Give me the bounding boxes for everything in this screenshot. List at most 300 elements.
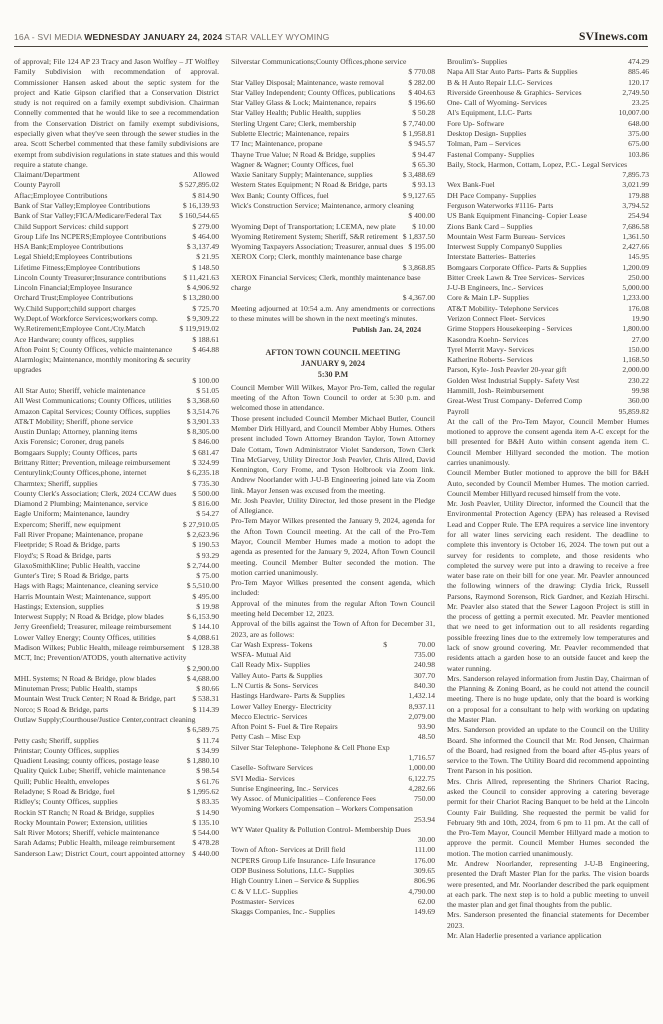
claim-name: GlaxoSmithKline; Public Health, vaccine bbox=[14, 560, 141, 570]
claim-name: Quality Quick Lube; Sheriff, vehicle maintenance bbox=[14, 766, 166, 776]
bill-amount: 7,895.73 bbox=[622, 170, 649, 180]
claim-amount: $ 190.53 bbox=[192, 540, 219, 550]
claim-row bbox=[231, 201, 435, 222]
claim-name: Floyd's; S Road & Bridge, parts bbox=[14, 550, 112, 560]
meeting-paragraph: Pro-Tem Mayor Wilkes presented the consent agenda, which included: bbox=[231, 578, 435, 598]
claim-row bbox=[14, 756, 219, 766]
meeting-paragraphs bbox=[231, 383, 435, 640]
claim-row bbox=[14, 633, 219, 643]
claim-row bbox=[14, 746, 219, 756]
claim-row bbox=[231, 119, 435, 129]
claim-row bbox=[14, 201, 219, 211]
claim-name: Wy.Dept.of Workforce Services;workers comp. bbox=[14, 314, 158, 324]
bill-amount: 176.08 bbox=[628, 303, 649, 313]
claims-list-2 bbox=[231, 57, 435, 304]
masthead-page-label: 16A - SVI MEDIA bbox=[14, 32, 82, 42]
bill-name: Verizon Connect Fleet- Services bbox=[447, 314, 546, 324]
claim-amount: $ 188.61 bbox=[192, 334, 219, 344]
bill-amount: 2,427.66 bbox=[622, 242, 649, 252]
bill-amount: 93.90 bbox=[417, 722, 435, 732]
bill-row bbox=[447, 108, 649, 118]
claim-amount: $ 16,139.93 bbox=[182, 200, 219, 210]
claim-name: Gunter's Tire; S Road & Bridge, parts bbox=[14, 571, 129, 581]
bill-amount: 176.00 bbox=[414, 855, 435, 865]
claim-amount: $ 9,127.65 bbox=[402, 190, 435, 200]
claim-row bbox=[14, 581, 219, 591]
claim-row bbox=[231, 252, 435, 273]
claim-amount: $ 3,368.60 bbox=[186, 396, 219, 406]
bill-name: Golden West Industrial Supply- Safety Vest bbox=[447, 375, 580, 385]
bill-row bbox=[447, 150, 649, 160]
bill-row bbox=[231, 907, 435, 917]
claim-amount: $ 1,995.62 bbox=[186, 786, 219, 796]
bill-row bbox=[447, 119, 649, 129]
claim-amount: $ 114.39 bbox=[192, 704, 219, 714]
claim-amount: $ 65.30 bbox=[412, 159, 435, 169]
bill-name: B & H Auto Repair LLC- Services bbox=[447, 77, 553, 87]
claim-name: Expercom; Sheriff, new equipment bbox=[14, 519, 121, 529]
minutes-paragraph: Mrs. Sanderson presented the financial statements for December 2023. bbox=[447, 910, 649, 930]
bill-amount: 360.00 bbox=[628, 396, 649, 406]
claim-amount: $ 144.10 bbox=[192, 622, 219, 632]
bill-row bbox=[447, 273, 649, 283]
claim-amount: $ 324.99 bbox=[192, 457, 219, 467]
claim-amount: $ 61.76 bbox=[196, 776, 219, 786]
bill-name: AT&T Mobility- Telephone Services bbox=[447, 303, 559, 313]
claim-amount: $ 6,235.18 bbox=[186, 468, 219, 478]
claim-amount: $ 196.60 bbox=[408, 98, 435, 108]
claim-amount: $ 4,367.00 bbox=[402, 293, 435, 303]
claim-row bbox=[231, 129, 435, 139]
claim-name: Reladyne; S Road & Bridge, fuel bbox=[14, 786, 115, 796]
claim-name: County Clerk's Association; Clerk, 2024 CCAW dues bbox=[14, 488, 177, 498]
meeting-title: AFTON TOWN COUNCIL MEETING bbox=[265, 347, 401, 357]
claim-amount: $ 54.27 bbox=[196, 509, 219, 519]
claim-name: Fleetpride; S Road & Bridge, parts bbox=[14, 540, 120, 550]
claim-amount: $ 1,958.81 bbox=[402, 128, 435, 138]
bill-amount: 254.94 bbox=[628, 211, 649, 221]
claim-row bbox=[14, 509, 219, 519]
bill-name: High Country Linen – Service & Supplies bbox=[231, 876, 359, 886]
claim-amount: $ 75.00 bbox=[196, 571, 219, 581]
claim-row bbox=[14, 808, 219, 818]
claim-name: Wy.Retirement;Employee Cont./Cty.Match bbox=[14, 324, 145, 334]
bill-row bbox=[231, 774, 435, 784]
claim-row bbox=[14, 345, 219, 355]
claim-row bbox=[14, 643, 219, 653]
claim-row bbox=[14, 427, 219, 437]
claim-name: Quill; Public Health, envelopes bbox=[14, 776, 110, 786]
claim-row bbox=[14, 489, 219, 499]
bill-amount: 70.00 bbox=[417, 639, 435, 649]
claim-row bbox=[14, 622, 219, 632]
claim-row bbox=[14, 252, 219, 262]
bill-amount: 1,233.00 bbox=[622, 293, 649, 303]
claim-amount: $ 478.28 bbox=[192, 838, 219, 848]
masthead-left bbox=[14, 32, 329, 42]
claim-row bbox=[14, 540, 219, 550]
claim-row bbox=[14, 766, 219, 776]
bill-name: Sunrise Engineering, Inc.- Services bbox=[231, 783, 339, 793]
claim-amount: $ 282.00 bbox=[408, 77, 435, 87]
claim-row bbox=[14, 705, 219, 715]
claim-row bbox=[14, 314, 219, 324]
meeting-time: 5:30 P.M bbox=[317, 370, 349, 380]
meeting-date: JANUARY 9, 2024 bbox=[300, 359, 366, 368]
bill-name: Wyoming Workers Compensation – Workers Compensation bbox=[231, 804, 413, 814]
claim-name: XEROX Financial Services; Clerk, monthly maintenance base charge bbox=[231, 272, 421, 293]
claim-amount: $ 735.30 bbox=[192, 478, 219, 488]
bill-amount: 309.65 bbox=[414, 866, 435, 876]
bill-amount: 1,716.57 bbox=[408, 752, 435, 762]
bill-amount: 2,079.00 bbox=[408, 711, 435, 721]
bill-row bbox=[447, 365, 649, 375]
claim-row bbox=[14, 674, 219, 684]
claim-name: Lifetime Fitness;Employee Contributions bbox=[14, 262, 141, 272]
claim-amount: $ 2,744.00 bbox=[186, 560, 219, 570]
intro-paragraph: of approval; File 124 AP 23 Tracy and Jason Wolfley – JT Wolfley Family Subdivision with recommendation of approval. Commissioner Hansen asked about the septic system for the project and Katie Gipson clarified that a Conservation District study is not required on a family exempt subdivision. Chairman Connelly commented that he would like to see a recommendation from the Conservation District on family exempt subdivisions, especially given what they've seen through the sewer studies in the area. Scott Scherbel commented that these family subdivisions are exempt from subdivision regulations in state statues and this would require a statute change. bbox=[14, 57, 219, 169]
claim-amount: $ 6,153.90 bbox=[186, 612, 219, 622]
bill-amount: 2,000.00 bbox=[622, 365, 649, 375]
bill-name: Napa All Star Auto Parts- Parts & Supplies bbox=[447, 67, 578, 77]
meeting-paragraph: Pro-Tem Mayor Wilkes presented the January 9, 2024, agenda for the Afton Town Council meeting. At the call of the Pro-Tem Mayor, Council Member Humes made a motion to adopt the agenda as presented for the January 9, 2024, Afton Town Council meeting. Council Member Bulter seconded the motion. The motion carried unanimously. bbox=[231, 516, 435, 577]
claim-name: Printstar; County Offices, supplies bbox=[14, 745, 119, 755]
bill-amount: 111.00 bbox=[414, 845, 435, 855]
claim-amount: $ 681.47 bbox=[192, 447, 219, 457]
bill-name: Postmaster- Services bbox=[231, 896, 295, 906]
claim-name: Lincoln Financial;Employee Insurance bbox=[14, 283, 133, 293]
claim-name: Ridley's; County Offices, supplies bbox=[14, 797, 118, 807]
claim-amount: $ 160,544.65 bbox=[179, 211, 219, 221]
bill-row bbox=[447, 98, 649, 108]
bill-name: Interstate Batteries- Batteries bbox=[447, 252, 536, 262]
claim-row bbox=[14, 612, 219, 622]
bill-row bbox=[231, 691, 435, 701]
claim-row bbox=[14, 293, 219, 303]
claim-name: Star Valley Independent; County Offices, publications bbox=[231, 87, 396, 97]
claim-name: AT&T Mobility; Sheriff, phone service bbox=[14, 416, 133, 426]
bill-name: Grime Stoppers Housekeeping - Services bbox=[447, 324, 573, 334]
bill-name: Wy Assoc. of Municipalities – Conference Fees bbox=[231, 794, 376, 804]
claim-name: Brittany Ritter; Prevention, mileage reimbursement bbox=[14, 457, 171, 467]
bill-name: Mecco Electric- Services bbox=[231, 711, 308, 721]
claim-row bbox=[14, 355, 219, 386]
bill-name: Riverside Greenhouse & Graphics- Services bbox=[447, 87, 582, 97]
meeting-heading bbox=[231, 347, 435, 381]
bill-row bbox=[231, 640, 435, 650]
bill-amount: 3,794.52 bbox=[622, 200, 649, 210]
bill-row bbox=[447, 57, 649, 67]
meeting-paragraph: Council Member Will Wilkes, Mayor Pro-Tem, called the regular meeting of the Afton Town Council to order at 5:30 p.m. and welcomed those in attendance. bbox=[231, 382, 435, 413]
claim-amount: $ 440.00 bbox=[192, 848, 219, 858]
claim-amount: $ 4,088.61 bbox=[186, 632, 219, 642]
claim-row bbox=[14, 304, 219, 314]
bill-row bbox=[447, 242, 649, 252]
claim-amount: $ 6,589.75 bbox=[186, 725, 219, 735]
claim-name: Star Valley Health; Public Health, supplies bbox=[231, 108, 361, 118]
bill-name: Bitter Creek Lawn & Tree Services- Services bbox=[447, 272, 585, 282]
claim-amount: $ 945.57 bbox=[408, 139, 435, 149]
claim-row bbox=[231, 88, 435, 98]
minutes-paragraph: Mrs. Sanderson provided an update to the Council on the Utility Board. She informed the Council that Mr. Rod Jensen, Chairman of the Board, had resigned from the board after 45-plus years of service to the Town. The Utility Board did recommend appointing Trent Parson in his position. bbox=[447, 725, 649, 776]
claim-name: Eagle Uniform; Maintenance, laundry bbox=[14, 509, 130, 519]
bill-amount: 474.29 bbox=[628, 57, 649, 66]
claim-amount: $ 464.88 bbox=[192, 344, 219, 354]
claim-name: Star Valley Disposal; Maintenance, waste removal bbox=[231, 77, 384, 87]
bill-name: Car Wash Express- Tokens bbox=[231, 639, 313, 649]
claim-amount: $ 1,837.50 bbox=[402, 231, 435, 241]
bill-amount: 675.00 bbox=[628, 139, 649, 149]
bill-row bbox=[231, 671, 435, 681]
bill-row bbox=[231, 794, 435, 804]
claim-name: Aflac;Employee Contributions bbox=[14, 190, 108, 200]
bill-name: WSFA- Mutual Aid bbox=[231, 650, 291, 660]
claim-name: MHL Systems; N Road & Bridge, plow blades bbox=[14, 673, 156, 683]
meeting-paragraph: Those present included Council Member Michael Butler, Council Member Dirk Hillyard, and Council Member Abby Humes. Others present included Town Attorney Brandon Taylor, Town Attorney Dale Cottam, Town Administrator Violet Sanderson, Town Clerk Tina McGarvey, Utility Director Josh Peavler, Chris Allred, David Kennington, Cory Frome, and Tyson Holbrook via Zoom link. Andrew Noorlander with J-U-B Engineering joined late via Zoom link. Mayor Jensen was excused from the meeting. bbox=[231, 413, 435, 495]
claim-row bbox=[14, 694, 219, 704]
bill-amount: 806.96 bbox=[414, 876, 435, 886]
claim-name: Ace Hardware; county offices, supplies bbox=[14, 334, 134, 344]
bill-amount: 840.30 bbox=[414, 680, 435, 690]
claim-row bbox=[14, 561, 219, 571]
bill-row bbox=[447, 283, 649, 293]
bill-name: One- Call of Wyoming- Services bbox=[447, 98, 547, 108]
bill-amount: 4,282.66 bbox=[408, 783, 435, 793]
minutes-paragraph: Mrs. Chris Allred, representing the Shriners Chariot Racing, asked the Council to consider approving a catering beverage permit for their Chariot Racing Banquet to be held at the Lincoln County Fair Building. She requested the permit be valid for February 9th and 10th, 2024, from 6 pm to 11 pm. At the call of the Pro-Tem Mayor, Council Member Hillyard made a motion to approve the permit. Council Member Humes seconded the motion. The motion carried unanimously. bbox=[447, 776, 649, 858]
bill-amount: 30.00 bbox=[417, 835, 435, 845]
meeting-paragraph: Approval of the bills against the Town of Afton for December 31, 2023, are as follows: bbox=[231, 619, 435, 639]
bill-row bbox=[447, 252, 649, 262]
bill-name: Kasondra Koehn- Services bbox=[447, 334, 529, 344]
bill-name: Hammill, Josh- Reimbursement bbox=[447, 386, 544, 395]
bill-amount: 735.00 bbox=[414, 650, 435, 660]
bill-row bbox=[231, 660, 435, 670]
bill-name: Desktop Design- Supplies bbox=[447, 128, 527, 138]
claims-list-1 bbox=[14, 180, 219, 859]
claim-amount: $ 4,906.92 bbox=[186, 283, 219, 293]
claim-row bbox=[231, 150, 435, 160]
claim-row bbox=[231, 139, 435, 149]
claims-table-header bbox=[14, 170, 219, 180]
bill-row bbox=[231, 722, 435, 732]
claim-row bbox=[14, 222, 219, 232]
claim-amount: $ 527,895.02 bbox=[179, 180, 219, 190]
claim-name: Western States Equipment; N Road & Bridge, parts bbox=[231, 180, 388, 190]
claim-amount: $ 93.13 bbox=[412, 180, 435, 190]
bill-name: Zions Bank Card – Supplies bbox=[447, 221, 533, 231]
claim-name: Child Support Services: child support bbox=[14, 221, 129, 231]
claim-name: Rockin ST Ranch; N Road & Bridge, supplies bbox=[14, 807, 155, 817]
claim-row bbox=[231, 180, 435, 190]
claim-name: All West Communications; County Offices, utilities bbox=[14, 396, 172, 406]
bill-name: Afton Point S- Fuel & Tire Repairs bbox=[231, 722, 338, 732]
bill-amount: 648.00 bbox=[628, 118, 649, 128]
claim-name: Amazon Capital Services; County Offices, supplies bbox=[14, 406, 171, 416]
meeting-paragraph: Approval of the minutes from the regular Afton Town Council meeting held December 12, 2023. bbox=[231, 598, 435, 618]
claim-name: Axis Forensic; Coroner, drug panels bbox=[14, 437, 124, 447]
masthead-location: STAR VALLEY WYOMING bbox=[224, 32, 330, 42]
claim-row bbox=[231, 222, 435, 232]
bill-row bbox=[447, 232, 649, 242]
bill-amount: 149.69 bbox=[414, 907, 435, 917]
bill-currency: $ bbox=[383, 639, 387, 649]
claim-name: XEROX Corp; Clerk, monthly maintenance base charge bbox=[231, 252, 402, 262]
bill-name: J-U-B Engineers, Inc.- Services bbox=[447, 283, 544, 293]
bill-name: Tyrel Merrit Mavy- Services bbox=[447, 344, 534, 354]
claim-name: Silverstar Communications;County Offices,phone service bbox=[231, 57, 407, 66]
bill-row bbox=[447, 222, 649, 232]
claim-name: Jerry Greenfield; Treasurer, mileage reimbursement bbox=[14, 622, 172, 632]
bill-name: Katherine Roberts- Services bbox=[447, 355, 533, 365]
claim-amount: $ 94.47 bbox=[412, 149, 435, 159]
claim-name: Diamond 2 Plumbing; Maintenance, service bbox=[14, 499, 148, 509]
claim-amount: $ 2,900.00 bbox=[186, 663, 219, 673]
claim-amount: $ 500.00 bbox=[192, 488, 219, 498]
claim-row bbox=[14, 499, 219, 509]
bill-name: Caselle- Software Services bbox=[231, 763, 313, 773]
bill-row bbox=[231, 876, 435, 886]
bill-amount: 19.90 bbox=[631, 314, 649, 324]
bill-amount: 1,168.50 bbox=[622, 355, 649, 365]
claim-amount: $ 21.95 bbox=[196, 252, 219, 262]
bill-row bbox=[231, 845, 435, 855]
bill-name: US Bank Equipment Financing- Copier Lease bbox=[447, 211, 587, 221]
bill-amount: 27.00 bbox=[631, 334, 649, 344]
claim-name: T7 Inc; Maintenance, propane bbox=[231, 139, 323, 149]
claim-row bbox=[14, 324, 219, 334]
bill-name: Parson, Kyle- Josh Peavler 20-year gift bbox=[447, 365, 567, 375]
claim-name: Wagner & Wagner; County Offices, fuel bbox=[231, 159, 354, 169]
claim-amount: $ 195.00 bbox=[408, 242, 435, 252]
claim-amount: $ 11.74 bbox=[196, 735, 219, 745]
claim-row bbox=[231, 232, 435, 242]
bill-amount: 10,007.00 bbox=[618, 108, 649, 118]
claim-name: All Star Auto; Sheriff, vehicle maintenance bbox=[14, 386, 146, 395]
bill-name: Fore Up- Software bbox=[447, 118, 504, 128]
bill-amount: 2,749.50 bbox=[622, 87, 649, 97]
bill-name: WY Water Quality & Pollution Control- Membership Dues bbox=[231, 824, 411, 834]
claim-row bbox=[231, 170, 435, 180]
minutes-paragraph: Mr. Josh Peavler, Utility Director, informed the Council that the Environmental Protection Agency (EPA) has released a Revised Lead and Copper Rule. The EPA requires a service line inventory for all water lines servicing each resident. The deadline to complete this inventory is October 16, 2024. The town put out a survey for residents to complete, and those residents who completed the survey were put into a drawing to receive a free water base rate on their bill for one year. Mr. Peavler announced the following winners of the drawing: Clydia Irick, Russell Parsons, Raymond Sorenson, Rick Gardner, and Keziah Hirschi. Mr. Peavler also stated that the Sewer Lagoon Project is still in the process of getting a permit executed. Mr. Peavler mentioned that we need to get information out to all residents regarding possible freezing lines due to the extremely low temperatures and lack of snow ground covering. Mr. Peavler recommended that residents attach a garden hose to an outside faucet and keep the water running. bbox=[447, 499, 649, 673]
bill-amount: 99.98 bbox=[631, 386, 649, 395]
claim-amount: $ 10.00 bbox=[412, 221, 435, 231]
claim-amount: $ 770.08 bbox=[408, 67, 435, 77]
claim-row bbox=[14, 180, 219, 190]
bill-row bbox=[447, 304, 649, 314]
bill-row bbox=[231, 681, 435, 691]
bill-amount: 150.00 bbox=[628, 344, 649, 354]
claim-name: Wyoming Taxpayers Association; Treasurer, annual dues bbox=[231, 242, 404, 252]
bill-name: L.N Curtis & Sons- Services bbox=[231, 680, 319, 690]
claim-name: Madison Wilkes; Public Health, mileage reimbursement bbox=[14, 643, 185, 653]
claim-row bbox=[231, 160, 435, 170]
claim-row bbox=[14, 530, 219, 540]
claim-amount: $ 119,919.02 bbox=[179, 324, 219, 334]
claim-name: Petty cash; Sheriff, supplies bbox=[14, 735, 99, 745]
claim-name: Sanderson Law; District Court, court appointed attorney bbox=[14, 848, 186, 858]
claim-amount: $ 128.38 bbox=[192, 643, 219, 653]
claim-name: Afton Point S; County Offices, vehicle maintenance bbox=[14, 344, 173, 354]
bill-name: Skaggs Companies, Inc.- Supplies bbox=[231, 907, 335, 917]
bill-row bbox=[447, 129, 649, 139]
claim-amount: $ 100.00 bbox=[192, 375, 219, 385]
bill-name: Al's Equipment, LLC- Parts bbox=[447, 108, 532, 118]
adjournment-paragraph: Meeting adjourned at 10:54 a.m. Any amendments or corrections to these minutes will be shown in the next meeting's minutes. bbox=[231, 303, 435, 324]
claim-name: Austin Dunlap; Attorney, planning items bbox=[14, 427, 138, 437]
claim-row bbox=[231, 191, 435, 201]
claim-name: Minuteman Press; Public Health, stamps bbox=[14, 684, 138, 694]
bill-row bbox=[447, 201, 649, 211]
claim-amount: $ 495.00 bbox=[192, 591, 219, 601]
minutes-paragraph: At the call of the Pro-Tem Mayor, Council Member Humes motioned to approve the consent agenda item A-C except for the bill presented for B&H Auto within consent agenda item C. Council Member Hillyard seconded the motion. The motion carries unanimously. bbox=[447, 416, 649, 467]
bill-name: NCPERS Group Life Insurance- Life Insurance bbox=[231, 855, 376, 865]
claim-row bbox=[14, 838, 219, 848]
claim-amount: $ 8,305.00 bbox=[186, 427, 219, 437]
claim-name: Charmtex; Sheriff, supplies bbox=[14, 478, 98, 488]
claim-amount: $ 3,488.69 bbox=[402, 170, 435, 180]
column-1 bbox=[14, 57, 219, 859]
claim-amount: $ 400.00 bbox=[408, 211, 435, 221]
bill-name: Call Ready Mix- Supplies bbox=[231, 660, 311, 670]
bill-name: Core & Main LP- Supplies bbox=[447, 293, 529, 303]
claim-row bbox=[14, 571, 219, 581]
claim-amount: $ 51.05 bbox=[196, 386, 219, 395]
claim-name: Rocky Mountain Power; Extension, utilities bbox=[14, 817, 148, 827]
claim-row bbox=[14, 458, 219, 468]
minutes-paragraph: Mr. Alan Haderlie presented a variance application bbox=[447, 930, 602, 940]
bill-row bbox=[447, 407, 649, 417]
bill-amount: 23.25 bbox=[631, 98, 649, 108]
claim-row bbox=[14, 592, 219, 602]
claim-row bbox=[14, 736, 219, 746]
bill-name: Hastings Hardware- Parts & Supplies bbox=[231, 691, 345, 701]
claim-name: Sublette Electric; Maintenance, repairs bbox=[231, 128, 350, 138]
claim-name: Lincoln County Treasurer;Insurance contributions bbox=[14, 272, 167, 282]
claim-row bbox=[14, 283, 219, 293]
claim-amount: $ 9,309.22 bbox=[186, 314, 219, 324]
bill-name: Lower Valley Energy- Electricity bbox=[231, 701, 332, 711]
claim-amount: $ 7,740.00 bbox=[402, 118, 435, 128]
publish-line: Publish Jan. 24, 2024 bbox=[352, 325, 421, 335]
bill-row bbox=[447, 376, 649, 386]
bill-row bbox=[447, 314, 649, 324]
bill-amount: 1,000.00 bbox=[408, 763, 435, 773]
bill-amount: 1,432.14 bbox=[408, 691, 435, 701]
claim-amount: $ 464.00 bbox=[192, 231, 219, 241]
bill-row bbox=[447, 263, 649, 273]
claim-amount: $ 279.00 bbox=[192, 221, 219, 231]
claim-row bbox=[14, 232, 219, 242]
claim-name: Lower Valley Energy; County Offices, utilities bbox=[14, 632, 156, 642]
claim-amount: $ 4,688.00 bbox=[186, 673, 219, 683]
claim-amount: $ 725.70 bbox=[192, 303, 219, 313]
bills-list-2 bbox=[447, 57, 649, 417]
claim-row bbox=[231, 242, 435, 252]
bill-amount: 1,361.50 bbox=[622, 231, 649, 241]
claim-amount: $ 27,910.05 bbox=[182, 519, 219, 529]
claim-amount: $ 814.90 bbox=[192, 190, 219, 200]
claim-row bbox=[231, 98, 435, 108]
bill-name: Valley Auto- Parts & Supplies bbox=[231, 670, 323, 680]
claim-amount: $ 5,510.00 bbox=[186, 581, 219, 591]
minutes-paragraph: Council Member Butler motioned to approve the bill for B&H Auto, seconded by Council Member Humes. The motion carried. Council Member Hillyard recused himself from the vote. bbox=[447, 468, 649, 498]
claim-name: Bomgaars Supply; County Offices, parts bbox=[14, 447, 138, 457]
claim-amount: $ 83.35 bbox=[196, 797, 219, 807]
claim-name: HSA Bank;Employee Contributions bbox=[14, 242, 124, 252]
claim-amount: $ 3,901.33 bbox=[186, 416, 219, 426]
claim-amount: $ 3,514.76 bbox=[186, 406, 219, 416]
bill-amount: 307.70 bbox=[414, 670, 435, 680]
